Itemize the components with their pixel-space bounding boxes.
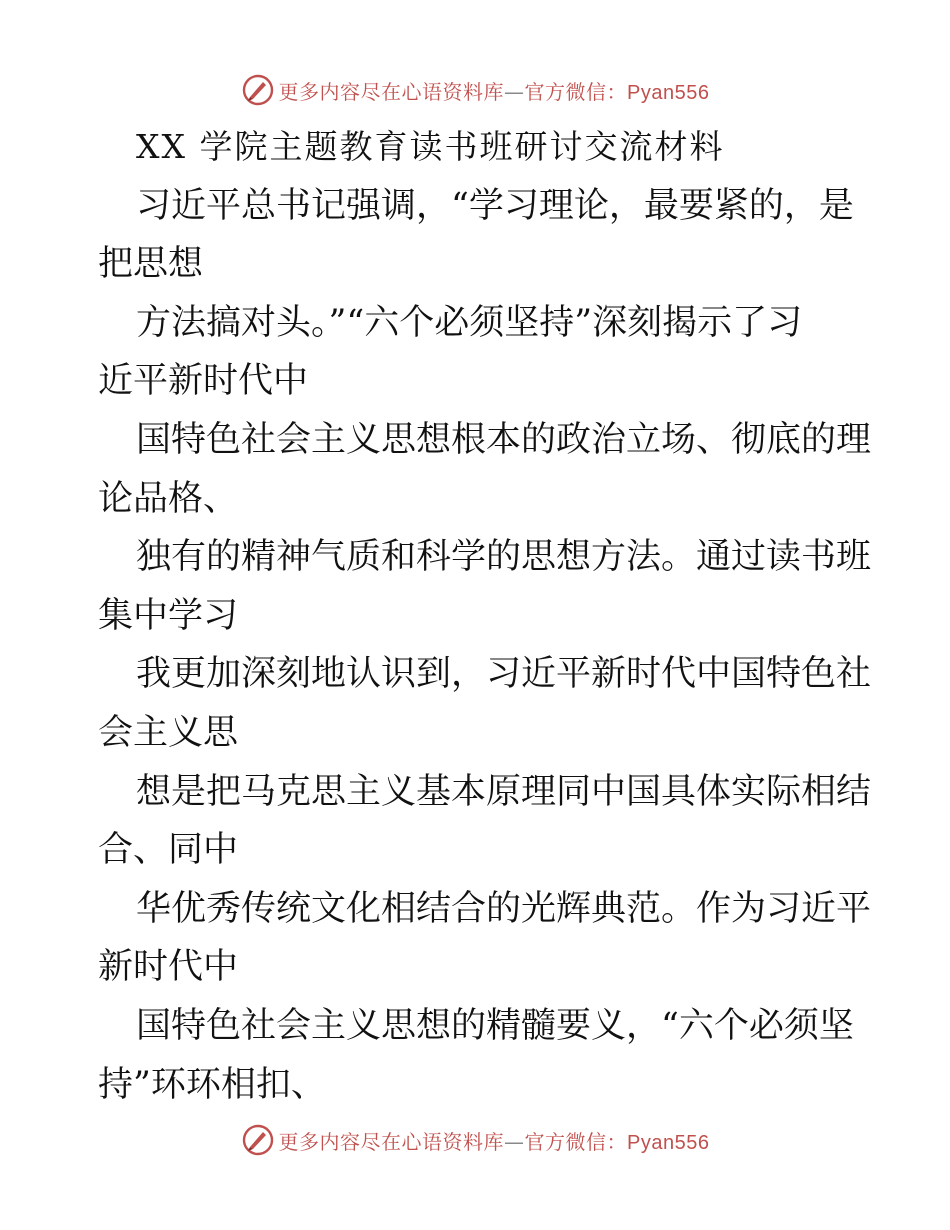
- document-title: XX 学院主题教育读书班研讨交流材料: [136, 127, 725, 166]
- watermark-main-text: 更多内容尽在心语资料库: [278, 79, 505, 104]
- body-line: 集中学习: [98, 595, 239, 636]
- watermark-separator: —: [504, 79, 525, 104]
- watermark-official-label: 官方微信：: [524, 79, 628, 104]
- pen-seal-icon: [241, 73, 275, 107]
- body-line: 我更加深刻地认识到，习近平新时代中国特色社: [136, 654, 872, 695]
- watermark-main-text: 更多内容尽在心语资料库: [278, 1129, 505, 1154]
- watermark-handle: Pyan556: [627, 81, 710, 104]
- body-line: 近平新时代中: [98, 361, 309, 402]
- body-line: 独有的精神气质和科学的思想方法。通过读书班: [136, 537, 872, 578]
- body-line: 论品格、: [98, 478, 239, 519]
- body-line: 华优秀传统文化相结合的光辉典范。作为习近平: [136, 888, 872, 929]
- body-line: 会主义思: [98, 712, 239, 753]
- body-line: 新时代中: [98, 947, 239, 988]
- body-line: 国特色社会主义思想根本的政治立场、彻底的理: [136, 419, 872, 460]
- pen-seal-icon: [241, 1123, 275, 1157]
- footer-watermark: [0, 1120, 950, 1160]
- watermark-handle: Pyan556: [627, 1131, 710, 1154]
- watermark-separator: —: [504, 1129, 525, 1154]
- document-body: [98, 118, 872, 1114]
- body-line: 方法搞对头。”“六个必须坚持”深刻揭示了习: [136, 302, 803, 343]
- body-line: 习近平总书记强调，“学习理论，最要紧的，是: [136, 185, 854, 226]
- body-line: 合、同中: [98, 830, 239, 871]
- header-watermark: [0, 70, 950, 110]
- watermark-official-label: 官方微信：: [524, 1129, 628, 1154]
- body-line: 国特色社会主义思想的精髓要义，“六个必须坚: [136, 1005, 854, 1046]
- body-line: 持”环环相扣、: [98, 1064, 326, 1105]
- body-line: 把思想: [98, 244, 204, 285]
- body-line: 想是把马克思主义基本原理同中国具体实际相结: [136, 771, 872, 812]
